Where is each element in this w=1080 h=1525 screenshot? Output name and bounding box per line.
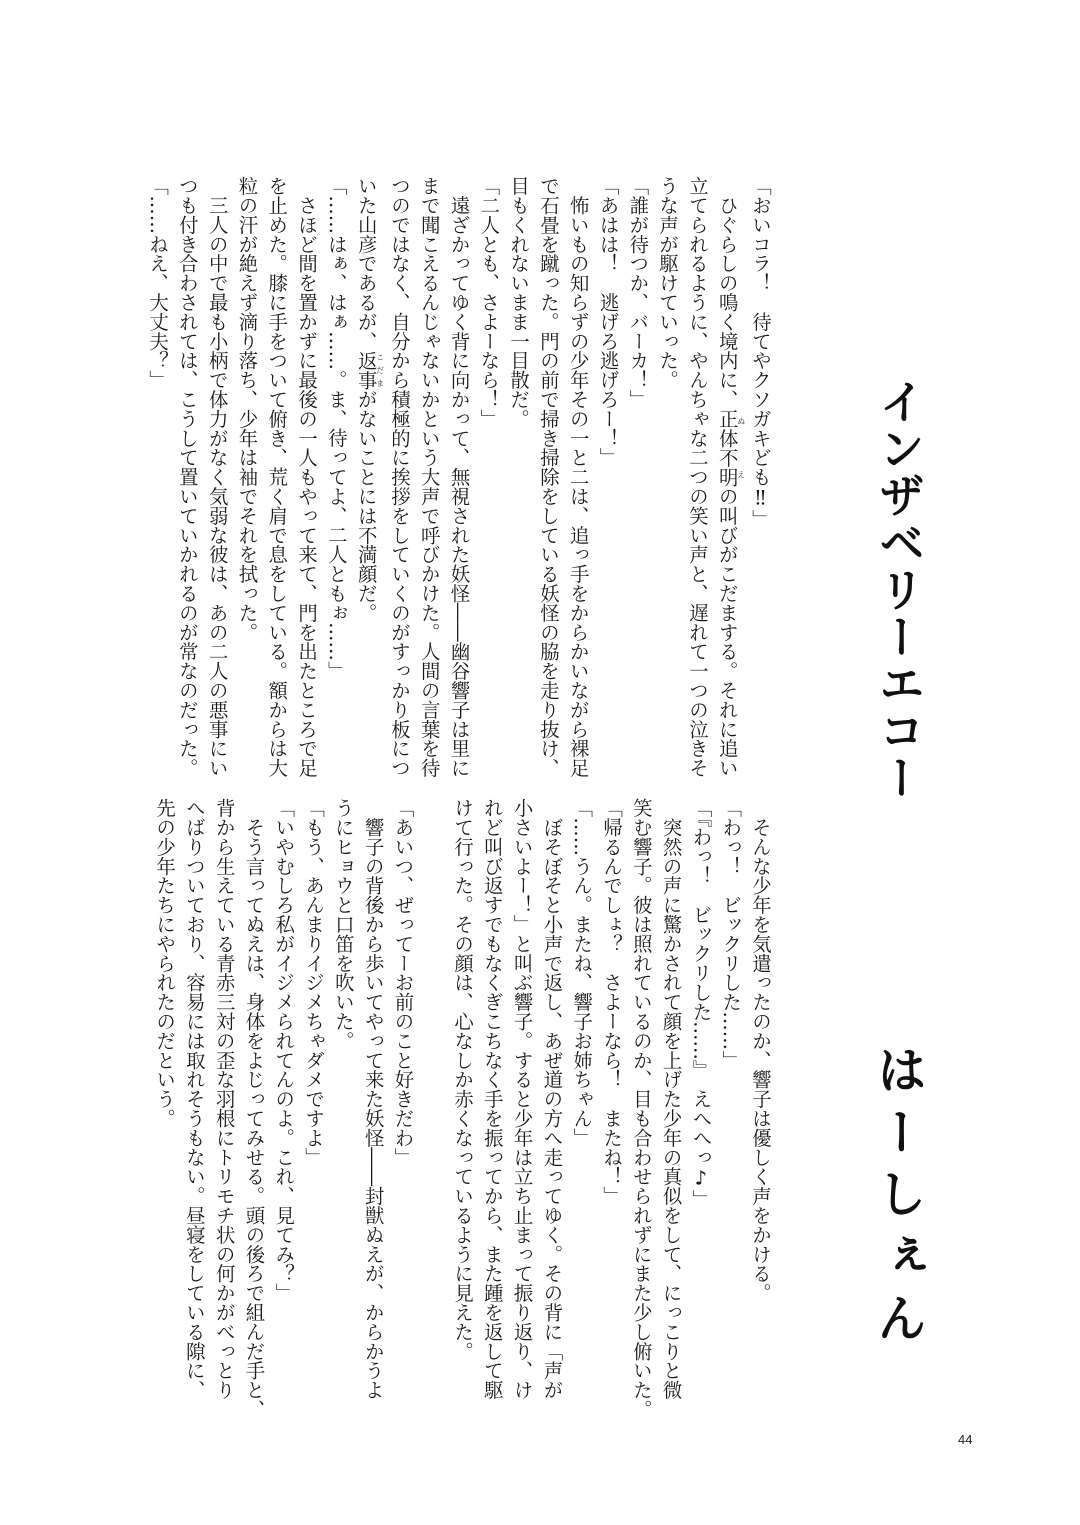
text-line: [682, 176, 712, 776]
page-number: 44: [958, 1432, 973, 1447]
text-segment: 「誰が待つか、バーカ！」: [626, 176, 650, 409]
text-line: [477, 798, 507, 1398]
text-segment: 「……うん。またね、響子お姉ちゃん」: [570, 798, 594, 1148]
text-line: [268, 798, 298, 1398]
text-line: [745, 176, 775, 776]
text-segment: 「わっ！ ビックリした……」: [719, 798, 743, 1070]
story-title: インザベリーエコー: [872, 378, 926, 801]
text-line: [686, 798, 716, 1398]
text-segment: いた山彦であるが、: [354, 176, 378, 351]
ruby-reading: こだま: [375, 350, 385, 390]
text-line: [232, 176, 262, 776]
ruby-annotated-word: [715, 408, 746, 487]
text-segment: そう言ってぬえは、身体をよじってみせる。頭の後ろで組んだ手と、: [242, 798, 266, 1419]
text-segment: を止めた。膝に手をついて俯き、荒く肩で息をしている。額からは大: [265, 176, 289, 778]
text-segment: 背から生えている青赤三対の歪な羽根にトリモチ状の何かがべっとり: [212, 798, 236, 1400]
text-line: [537, 798, 567, 1398]
text-segment: 三人の中で最も小柄で体力がなく気弱な彼は、あの二人の悪事にい: [205, 176, 229, 778]
text-line: [715, 798, 745, 1398]
text-line: [298, 798, 328, 1398]
ruby-reading: ぬえ: [736, 408, 746, 487]
text-line: [351, 176, 384, 776]
text-line: [503, 176, 533, 776]
text-segment: がないことには不満顔だ。: [354, 389, 378, 623]
text-line: [417, 798, 447, 1398]
text-segment: ひぐらしの鳴く境内に、: [715, 176, 739, 409]
text-line: [652, 176, 682, 776]
text-line: [209, 798, 239, 1398]
text-line: [179, 798, 209, 1398]
text-line: [328, 798, 358, 1398]
text-segment: 「……ねえ、大丈夫？」: [146, 176, 170, 390]
text-line: [414, 176, 444, 776]
text-segment: そんな少年を気遣ったのか、響子は優しく声をかける。: [749, 798, 772, 1303]
text-line: [261, 176, 291, 776]
text-segment: 小さいよー！」と叫ぶ響子。すると少年は立ち止まって振り返り、け: [510, 798, 534, 1400]
text-segment: 先の少年たちにやられたのだという。: [153, 798, 177, 1128]
text-segment: 「もう、あんまりイジメちゃダメですよ」: [302, 798, 326, 1167]
text-line: [563, 176, 593, 776]
text-segment: 「あいつ、ぜってーお前のこと好きだわ」: [391, 798, 415, 1167]
text-line: [239, 798, 269, 1419]
text-segment: まで聞こえるんじゃないかという大声で呼びかけた。人間の言葉を待: [417, 176, 441, 778]
text-line: [321, 176, 351, 776]
text-segment: 「帰るんでしょ？ さよーなら！ またね！」: [600, 798, 624, 1206]
text-line: [533, 176, 563, 776]
body-text-top: [142, 176, 775, 776]
body-text-bottom: [149, 798, 775, 1419]
text-line: [142, 176, 172, 776]
text-segment: 立てられるように、やんちゃな二つの笑い声と、遅れて一つの泣きそ: [685, 176, 709, 778]
text-segment: 目もくれないまま一目散だ。: [507, 176, 531, 429]
text-segment: 響子の背後から歩いてやって来た妖怪――封獣ぬえが、からかうよ: [361, 798, 385, 1400]
text-line: [596, 798, 626, 1398]
text-segment: つのではなく、自分から積極的に挨拶をしていくのがすっかり板につ: [387, 176, 411, 778]
text-segment: 遠ざかってゆく背に向かって、無視された妖怪――幽谷響子は里に: [447, 176, 471, 778]
text-line: [202, 176, 232, 776]
text-line: [474, 176, 504, 776]
text-line: [745, 798, 775, 1398]
text-segment: 笑む響子。彼は照れているのか、目も合わせられずにまた少し俯いた。: [629, 798, 653, 1419]
text-segment: 「あはは！ 逃げろ逃げろー！」: [596, 176, 620, 467]
text-segment: 粒の汗が絶えず滴り落ち、少年は袖でそれを拭った。: [235, 176, 259, 642]
text-line: [712, 176, 745, 776]
text-line: [384, 176, 414, 776]
text-segment: で石畳を蹴った。門の前で掃き掃除をしている妖怪の脇を走り抜け、: [536, 176, 560, 778]
text-segment: へばりついており、容易には取れそうもない。昼寝をしている隙に、: [182, 798, 206, 1400]
text-line: [626, 798, 656, 1419]
text-segment: 「二人とも、さよーなら！」: [477, 176, 501, 429]
text-line: [172, 176, 202, 776]
text-line: [507, 798, 537, 1398]
text-line: [566, 798, 596, 1398]
text-line: [291, 176, 321, 776]
text-segment: の叫びがこだまする。それに追い: [715, 486, 739, 778]
text-segment: [421, 798, 444, 804]
text-segment: つも付き合わされては、こうして置いていかれるのが常なのだった。: [175, 176, 199, 778]
text-segment: うにヒョウと口笛を吹いた。: [331, 798, 355, 1051]
text-segment: ぼそぼそと小声で返し、あぜ道の方へ走ってゆく。その背に「声が: [540, 798, 564, 1400]
author-name: はーしぇん: [869, 1044, 927, 1354]
text-line: [656, 798, 686, 1398]
text-segment: 「『わっ！ ビックリした……』 えへへっ♪」: [689, 798, 713, 1209]
text-segment: さほど間を置かずに最後の一人もやって来て、門を出たところで足: [295, 176, 319, 778]
text-line: [444, 176, 474, 776]
text-line: [388, 798, 418, 1398]
text-line: [593, 176, 623, 776]
ruby-annotated-word: [354, 350, 385, 390]
text-line: [149, 798, 179, 1398]
text-segment: 「いやむしろ私がイジメられてんのよ。これ、見てみ？」: [272, 798, 296, 1303]
text-segment: 「……はぁ、はぁ……。ま、待ってよ、二人ともぉ……」: [324, 176, 348, 681]
text-segment: れど叫び返すでもなくぎこちなく手を振ってから、また踵を返して駆: [480, 798, 504, 1400]
text-segment: 怖いもの知らずの少年その一と二は、追っ手をからかいながら裸足: [566, 176, 590, 778]
text-segment: 突然の声に驚かされて顔を上げた少年の真似をして、にっこりと微: [659, 798, 683, 1400]
text-segment: 「おいコラ！ 待てやクソガキども‼」: [749, 176, 772, 529]
text-line: [623, 176, 653, 776]
text-segment: けて行った。その顔は、心なしか赤くなっているように見えた。: [451, 798, 475, 1361]
ruby-base: 返事: [354, 350, 378, 390]
text-line: [447, 798, 477, 1398]
text-segment: うな声が駆けていった。: [656, 176, 680, 390]
text-line: [358, 798, 388, 1398]
ruby-base: 正体不明: [715, 408, 739, 487]
